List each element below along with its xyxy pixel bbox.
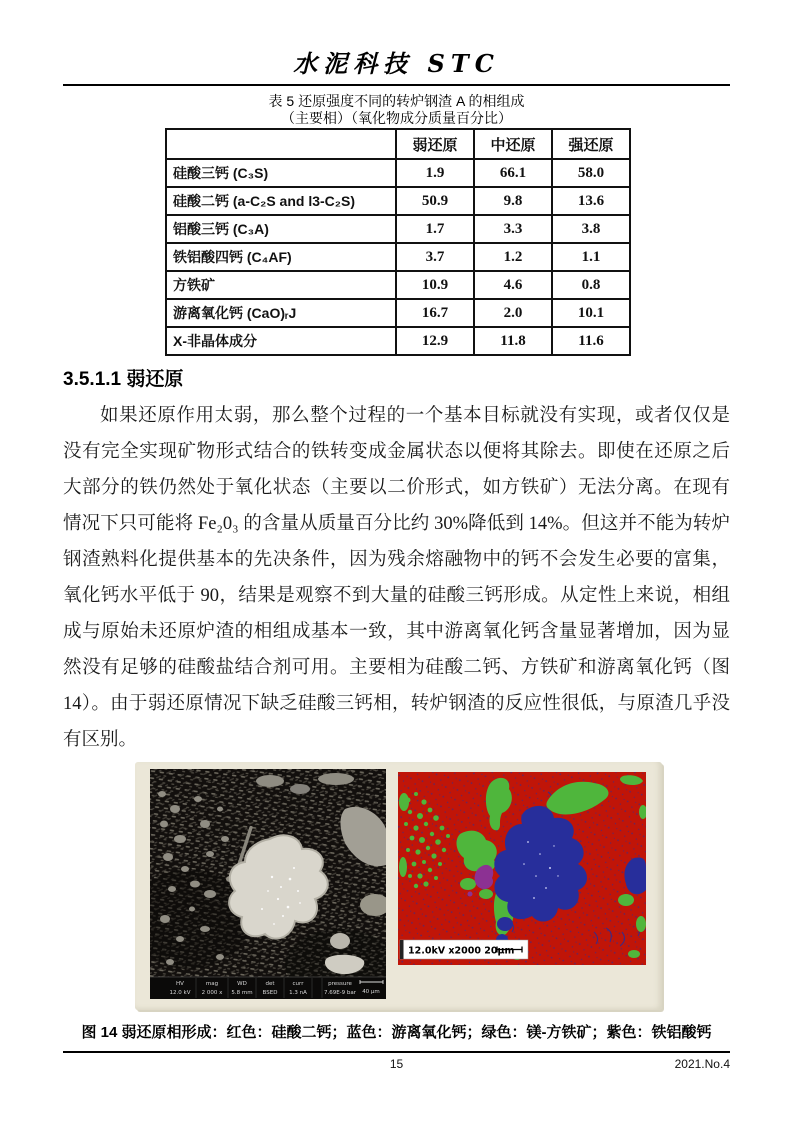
row-value: 4.6 [474, 271, 552, 299]
body-text-line: 钢渣熟料化提供基本的先决条件，因为残余熔融物中的钙不会发生必要的富集， [63, 550, 730, 570]
sem-val-det: BSED [262, 990, 278, 996]
row-label: 游离氧化钙 (CaO)ᵣJ [166, 299, 396, 327]
table-header-strong: 强还原 [552, 129, 630, 159]
sem-val-pressure: 7.69E-9 bar [323, 990, 357, 996]
issue-label: 2021.No.4 [674, 1057, 730, 1071]
sem-info-bar [150, 977, 386, 999]
body-text-line: 氧化钙水平低于 90，结果是观察不到大量的硅酸三钙形成。从定性上来说，相组 [63, 586, 730, 606]
sem-val-wd: 5.8 mm [231, 990, 253, 996]
sem-val-hv: 12.0 kV [169, 990, 191, 996]
table-header-blank [166, 129, 396, 159]
row-value: 1.7 [396, 215, 474, 243]
row-value: 3.3 [474, 215, 552, 243]
row-value: 9.8 [474, 187, 552, 215]
row-value: 10.1 [552, 299, 630, 327]
row-value: 66.1 [474, 159, 552, 187]
row-label: 铝酸三钙 (C₃A) [166, 215, 396, 243]
body-text-line: 大部分的铁仍然处于氧化状态（主要以二价形式，如方铁矿）无法分离。在现有 [63, 478, 730, 498]
phase-map-label: 12.0kV x2000 20μm [408, 945, 515, 957]
sem-col-hv: HV [176, 981, 184, 987]
row-value: 1.1 [552, 243, 630, 271]
table-title-line2: （主要相）（氧化物成分质量百分比） [281, 110, 512, 126]
row-value: 10.9 [396, 271, 474, 299]
sem-image [150, 769, 386, 999]
row-label: 铁铝酸四钙 (C₄AF) [166, 243, 396, 271]
row-value: 0.8 [552, 271, 630, 299]
row-label: 硅酸三钙 (C₃S) [166, 159, 396, 187]
table-header-row [166, 129, 630, 159]
row-value: 2.0 [474, 299, 552, 327]
sem-val-mag: 2 000 x [201, 990, 223, 996]
row-label: X-非晶体成分 [166, 327, 396, 355]
phase-map-image [398, 772, 646, 965]
row-label: 方铁矿 [166, 271, 396, 299]
sem-col-mag: mag [205, 981, 219, 987]
row-value: 1.2 [474, 243, 552, 271]
header-divider [63, 84, 730, 86]
page-title: 水泥科技 STC [293, 49, 500, 78]
row-value: 16.7 [396, 299, 474, 327]
row-value: 50.9 [396, 187, 474, 215]
table-row [166, 187, 630, 215]
figure-caption: 图 14 弱还原相形成：红色：硅酸二钙；蓝色：游离氧化钙；绿色：镁-方铁矿；紫色：铁铝酸钙 [81, 1024, 712, 1041]
sem-col-det: det [265, 981, 275, 987]
body-text-line: 成与原始未还原炉渣的相组成基本一致，其中游离氧化钙含量显著增加，因为显 [63, 622, 730, 642]
table-row [166, 327, 630, 355]
sem-col-pressure: pressure [328, 981, 352, 987]
table-row [166, 299, 630, 327]
body-text-line: 然没有足够的硅酸盐结合剂可用。主要相为硅酸二钙、方铁矿和游离氧化钙（图 [63, 658, 730, 678]
section-heading: 3.5.1.1 弱还原 [63, 369, 184, 390]
phase-composition-table [165, 128, 631, 356]
table-title-line1: 表 5 还原强度不同的转炉钢渣 A 的相组成 [268, 93, 525, 109]
table-row [166, 159, 630, 187]
body-paragraph [63, 398, 730, 758]
row-label: 硅酸二钙 (a-C₂S and l3-C₂S) [166, 187, 396, 215]
row-value: 3.7 [396, 243, 474, 271]
table-row [166, 271, 630, 299]
phase-label-strip [400, 940, 528, 959]
body-text-line: 没有完全实现矿物形式结合的铁转变成金属状态以便将其除去。即使在还原之后 [63, 442, 730, 462]
body-text-line: 如果还原作用太弱，那么整个过程的一个基本目标就没有实现，或者仅仅是 [100, 406, 730, 426]
figure-panel [135, 762, 662, 1010]
sem-col-curr: curr [292, 981, 304, 987]
row-value: 12.9 [396, 327, 474, 355]
sem-col-wd: WD [237, 981, 247, 987]
footer-divider [63, 1051, 730, 1053]
table-header-medium: 中还原 [474, 129, 552, 159]
sem-scale-label: 40 μm [362, 989, 380, 995]
row-value: 1.9 [396, 159, 474, 187]
body-text-line: 有区别。 [63, 730, 138, 750]
body-text-line: 14）。由于弱还原情况下缺乏硅酸三钙相，转炉钢渣的反应性很低，与原渣几乎没 [63, 694, 730, 714]
page-number: 15 [389, 1057, 404, 1071]
table-row [166, 243, 630, 271]
row-value: 11.8 [474, 327, 552, 355]
table-header-weak: 弱还原 [396, 129, 474, 159]
row-value: 13.6 [552, 187, 630, 215]
sem-val-curr: 1.3 nA [289, 990, 307, 996]
table-row [166, 215, 630, 243]
row-value: 11.6 [552, 327, 630, 355]
row-value: 3.8 [552, 215, 630, 243]
row-value: 58.0 [552, 159, 630, 187]
body-text-line: 情况下只可能将 Fe₂0₃ 的含量从质量百分比约 30%降低到 14%。但这并不能为转炉 [63, 514, 730, 534]
